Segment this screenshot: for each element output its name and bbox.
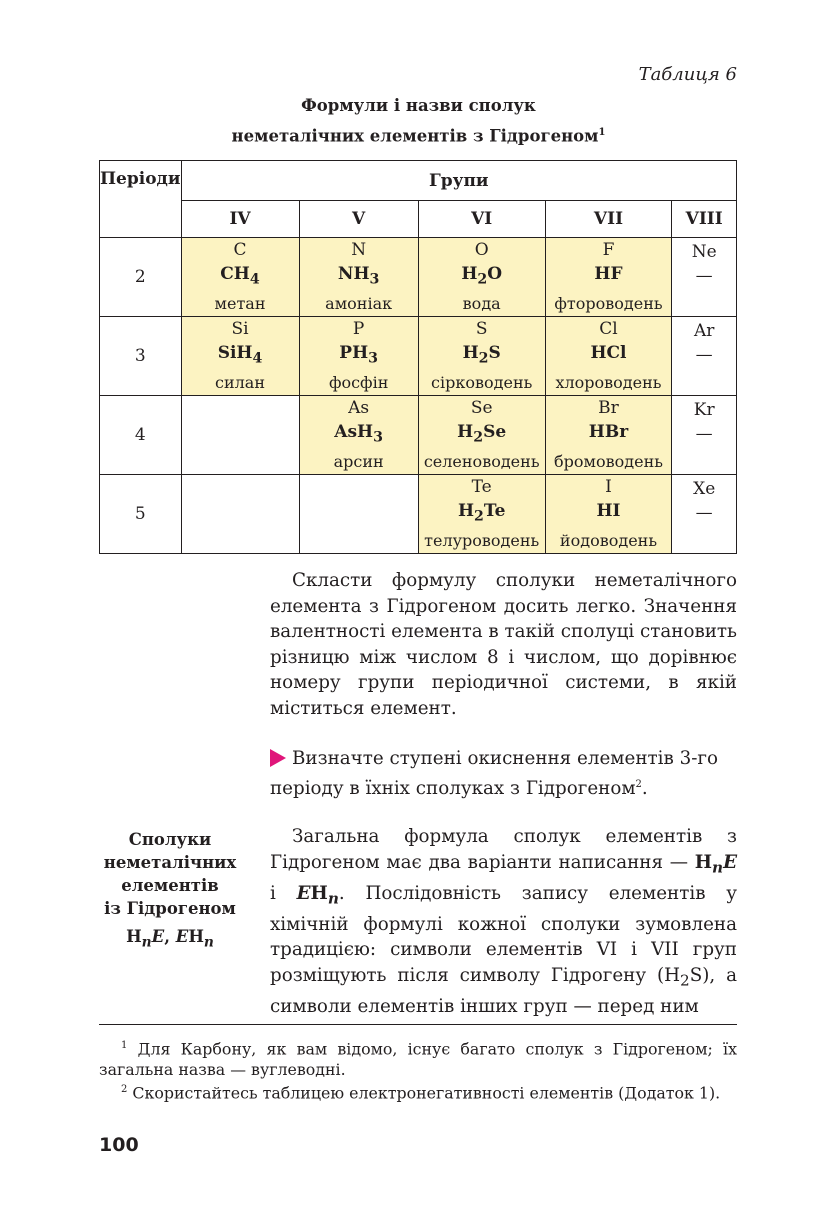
element-symbol: C <box>233 240 247 261</box>
period-cell: 2 <box>100 238 182 317</box>
formula-hne: $H_nE$ <box>694 851 737 877</box>
noble-gas-symbol: Kr <box>693 400 715 420</box>
task-text <box>270 746 737 801</box>
footnote-ref-2: 2 <box>635 778 642 790</box>
compound-name: силан <box>215 372 266 392</box>
compound-cell <box>418 317 545 396</box>
task-block <box>270 746 737 801</box>
table-row <box>100 475 737 554</box>
element-symbol: S <box>475 319 488 340</box>
footnote-divider <box>99 1024 737 1025</box>
table-row <box>100 396 737 475</box>
compound-cell <box>418 475 545 554</box>
compound-formula: $H_2Se$ <box>457 422 507 446</box>
page-number: 100 <box>99 1134 139 1156</box>
table-title <box>100 92 737 150</box>
compound-cell <box>418 396 545 475</box>
footnote-ref-1: 1 <box>598 127 606 138</box>
compound-formula: HBr <box>588 422 629 443</box>
element-symbol: Br <box>598 398 619 419</box>
period-cell: 4 <box>100 396 182 475</box>
noble-gas-symbol: Xe <box>693 479 716 499</box>
period-cell: 3 <box>100 317 182 396</box>
group-header: VIII <box>672 201 737 238</box>
compound-cell <box>299 317 418 396</box>
noble-gas-cell <box>672 396 737 475</box>
paragraph-text: Скласти формулу сполуки неметалічного елемента з Гідрогеном досить легко. Значення валентності елемента в такій сполуці становить різницю між числом 8 і числом, що дорівнює номеру групи періодичної системи, в якій міститься елемент. <box>270 570 738 719</box>
group-header: VII <box>545 201 672 238</box>
compound-name: амоніак <box>325 293 393 313</box>
noble-gas-symbol: Ar <box>693 321 715 341</box>
element-symbol: F <box>602 240 615 261</box>
footnote-1: $^1$ Для Карбону, як вам відомо, існує багато сполук з Гідрогеном; їх загальна назва — вуглеводні. <box>99 1039 737 1079</box>
formula-ehn: $EH_n$ <box>296 882 339 908</box>
periods-header: Періоди <box>100 161 182 238</box>
compound-name: бромоводень <box>554 451 663 471</box>
element-symbol: As <box>348 398 370 419</box>
margin-heading-formula: $H_nE$, $EH_n$ <box>126 927 214 951</box>
element-symbol: N <box>351 240 367 261</box>
compound-cell <box>545 238 672 317</box>
element-symbol: O <box>474 240 489 261</box>
task-label: Визначте ступені окиснення елементів 3-го періоду в їхніх сполуках з Гідрогеном <box>270 748 718 799</box>
compounds-table <box>99 160 737 554</box>
compound-formula: AsH$_3$ <box>334 422 383 446</box>
group-header: V <box>299 201 418 238</box>
margin-heading-line: Сполуки <box>128 830 212 849</box>
compound-name: хлороводень <box>555 372 662 392</box>
compound-name: арсин <box>333 451 384 471</box>
compound-formula: $H_2S$ <box>462 343 501 367</box>
compound-cell <box>545 475 672 554</box>
compound-cell <box>545 317 672 396</box>
paragraph-text: Загальна формула сполук елементів з Гідрогеном має два варіанти написання — $H_nE$ і $EH_n$. Послідовність запису елементів у хімічній формулі кожної сполуки зумовлена традицією: символи елементів VI і VII груп розміщують після символу Гідрогену $(H_2S)$, а символи елементів інших груп — перед ним <box>270 826 737 1017</box>
compound-cell <box>299 396 418 475</box>
compound-formula: $NH_3$ <box>337 264 380 288</box>
empty-cell <box>181 396 299 475</box>
compound-formula: $H_2O$ <box>461 264 503 288</box>
margin-heading-line: неметалічних <box>103 853 237 872</box>
table-title-line1: Формули і назви сполук <box>301 96 536 115</box>
compound-formula: HCl <box>590 343 627 364</box>
compound-formula: SiH$_4$ <box>217 343 263 367</box>
empty-cell <box>181 475 299 554</box>
empty-cell <box>299 475 418 554</box>
element-symbol: I <box>605 477 612 498</box>
compound-name: фосфін <box>328 372 389 392</box>
compound-cell <box>545 396 672 475</box>
element-symbol: Se <box>470 398 493 419</box>
period-cell: 5 <box>100 475 182 554</box>
group-header: IV <box>181 201 299 238</box>
compound-name: вода <box>462 293 501 313</box>
compound-cell <box>299 238 418 317</box>
no-compound-dash: — <box>695 424 713 444</box>
no-compound-dash: — <box>695 345 713 365</box>
compound-name: селеноводень <box>423 451 540 471</box>
no-compound-dash: — <box>695 503 713 523</box>
compound-name: метан <box>214 293 266 313</box>
table-row <box>100 238 737 317</box>
footnote-2: $^2$ Скористайтесь таблицею електронегативності елементів (Додаток 1). <box>121 1083 721 1103</box>
compound-cell <box>181 238 299 317</box>
margin-heading-line: елементів <box>121 876 219 895</box>
paragraph-general-formula <box>270 824 737 1019</box>
margin-heading-line: із Гідрогеном <box>104 899 236 918</box>
element-symbol: Si <box>231 319 249 340</box>
compound-formula: $CH_4$ <box>220 264 260 288</box>
margin-heading <box>100 828 240 954</box>
task-end: . <box>641 777 648 799</box>
group-header: VI <box>418 201 545 238</box>
noble-gas-cell <box>672 238 737 317</box>
formula-h2s: $H_2S$ <box>664 964 703 990</box>
element-symbol: Cl <box>599 319 618 340</box>
compound-cell <box>181 317 299 396</box>
table-title-line2: неметалічних елементів з Гідрогеном <box>231 126 599 146</box>
compound-name: йодоводень <box>559 530 658 550</box>
noble-gas-cell <box>672 317 737 396</box>
table-number: Таблиця 6 <box>638 64 737 85</box>
compound-cell <box>418 238 545 317</box>
compound-formula: $PH_3$ <box>339 343 378 367</box>
noble-gas-symbol: Ne <box>691 242 717 262</box>
noble-gas-cell <box>672 475 737 554</box>
compound-formula: HI <box>596 501 621 522</box>
compound-formula: HF <box>594 264 623 285</box>
groups-header: Групи <box>181 161 737 201</box>
compound-name: сірководень <box>431 372 533 392</box>
paragraph-formula-rule <box>270 568 737 721</box>
table-row <box>100 317 737 396</box>
footnotes <box>99 1036 737 1104</box>
compound-name: фтороводень <box>554 293 663 313</box>
compound-formula: $H_2Te$ <box>457 501 506 525</box>
no-compound-dash: — <box>695 266 713 286</box>
element-symbol: P <box>352 319 365 340</box>
compound-name: телуроводень <box>424 530 540 550</box>
element-symbol: Te <box>471 477 492 498</box>
